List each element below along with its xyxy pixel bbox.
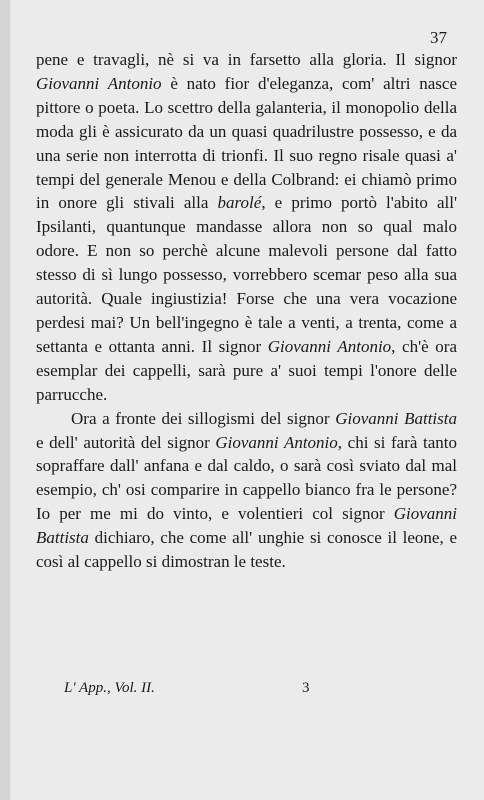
paragraph bbox=[36, 407, 457, 574]
text-run: è nato fior d'eleganza, com' altri nasce pittore o poeta. Lo scettro della galanteria, il monopolio della moda gli è assicurato da un quasi quadrilustre possesso, e da una serie non interrotta di trionfi. Il suo regno risale quasi a' tempi del generale Menou e della Colbrand: ei chiamò primo in onore gli stivali alla bbox=[36, 73, 457, 213]
text-run: Ora a fronte dei sillogismi del signor bbox=[71, 408, 336, 428]
text-run: pene e travagli, nè si va in farsetto alla gloria. Il signor bbox=[36, 50, 457, 69]
body-text bbox=[36, 48, 457, 574]
italic-name: Giovanni Antonio bbox=[215, 432, 338, 452]
volume-signature: L' App., Vol. II. bbox=[64, 680, 155, 696]
italic-name: Giovanni Antonio bbox=[267, 336, 392, 356]
text-run: , chi si farà tanto sopraffare dall' anfana e dal caldo, o sarà così sviato dal mal esempio, ch' osi comparire in cappello bianco fra le persone? Io per me mi do vinto, e volentieri col signor bbox=[36, 432, 457, 524]
page-number: 37 bbox=[430, 28, 447, 47]
italic-name: Giovanni Antonio bbox=[36, 73, 162, 93]
text-run: , ch'è ora esemplar dei cappelli, sarà pure a' suoi tempi l'onore delle parrucche. bbox=[36, 336, 457, 404]
text-run: e dell' autorità del signor bbox=[36, 432, 216, 452]
italic-name: Giovanni Battista bbox=[36, 504, 457, 548]
signature-mark: 3 bbox=[302, 680, 310, 696]
italic-name: Giovanni Battista bbox=[335, 408, 457, 428]
italic-name: barolé bbox=[217, 193, 262, 213]
text-run: dichiaro, che come all' unghie si conosce il leone, e così al cappello si dimostran le teste. bbox=[36, 528, 457, 572]
text-run: , e primo portò l'abito all' Ipsilanti, quantunque mandasse allora non so qual malo odore. E non so perchè alcune malevoli persone dal fatto stesso di sì lungo possesso, vorrebbero scemar peso alla sua autorità. Quale ingiustizia! Forse che una vera vocazione perdesi mai? Un bell'ingegno è tale a venti, a trenta, come a settanta e ottanta anni. Il signor bbox=[36, 193, 458, 356]
paragraph bbox=[36, 48, 457, 407]
